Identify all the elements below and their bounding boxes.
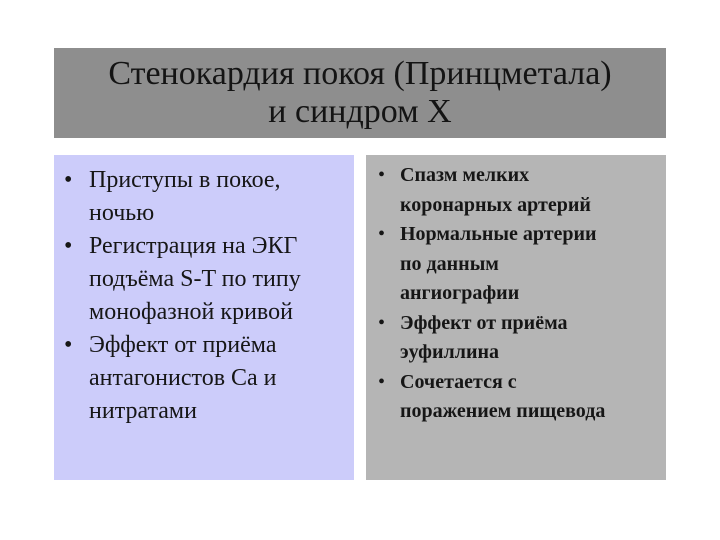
- bullet-line: Эффект от приёма: [400, 311, 568, 334]
- left-bullet-item-3: [61, 329, 344, 428]
- bullet-line: нитратами: [89, 398, 197, 424]
- bullet-line: Спазм мелких: [400, 164, 530, 186]
- bullet-line: Нормальные артерии: [400, 223, 597, 245]
- bullet-icon: •: [64, 332, 73, 358]
- slide-title-line-1: Стенокардия покоя (Принцметала): [108, 55, 612, 92]
- right-bullet-item-1: [374, 161, 660, 220]
- bullet-line: поражением пищевода: [400, 400, 606, 422]
- slide-title: [54, 48, 666, 138]
- left-bullet-item-1: [61, 164, 344, 230]
- bullet-line: по данным: [400, 252, 499, 275]
- bullet-line: Эффект от приёма: [89, 332, 277, 358]
- slide-title-line-2: и синдром Х: [268, 93, 452, 130]
- right-bullet-item-2: [374, 220, 660, 309]
- left-bullet-list: [61, 164, 344, 428]
- left-content-panel: [54, 155, 354, 480]
- bullet-line: Сочетается с: [400, 370, 517, 393]
- bullet-line: ночью: [89, 200, 155, 226]
- bullet-line: коронарных артерий: [400, 193, 591, 216]
- bullet-icon: •: [378, 370, 386, 393]
- right-bullet-item-4: [374, 368, 660, 427]
- bullet-line: Регистрация на ЭКГ: [89, 233, 298, 259]
- right-content-panel: [366, 155, 666, 480]
- bullet-line: Приступы в покое,: [89, 167, 281, 193]
- bullet-icon: •: [64, 167, 73, 193]
- bullet-line: эуфиллина: [400, 341, 499, 363]
- bullet-icon: •: [378, 223, 386, 245]
- right-bullet-list: [374, 161, 660, 427]
- bullet-icon: •: [64, 233, 73, 259]
- bullet-icon: •: [378, 164, 386, 186]
- right-bullet-item-3: [374, 309, 660, 368]
- bullet-icon: •: [378, 311, 386, 334]
- bullet-line: монофазной кривой: [89, 299, 293, 325]
- bullet-line: антагонистов Са и: [89, 365, 277, 391]
- bullet-line: ангиографии: [400, 282, 520, 304]
- bullet-line: подъёма S-T по типу: [89, 266, 301, 292]
- left-bullet-item-2: [61, 230, 344, 329]
